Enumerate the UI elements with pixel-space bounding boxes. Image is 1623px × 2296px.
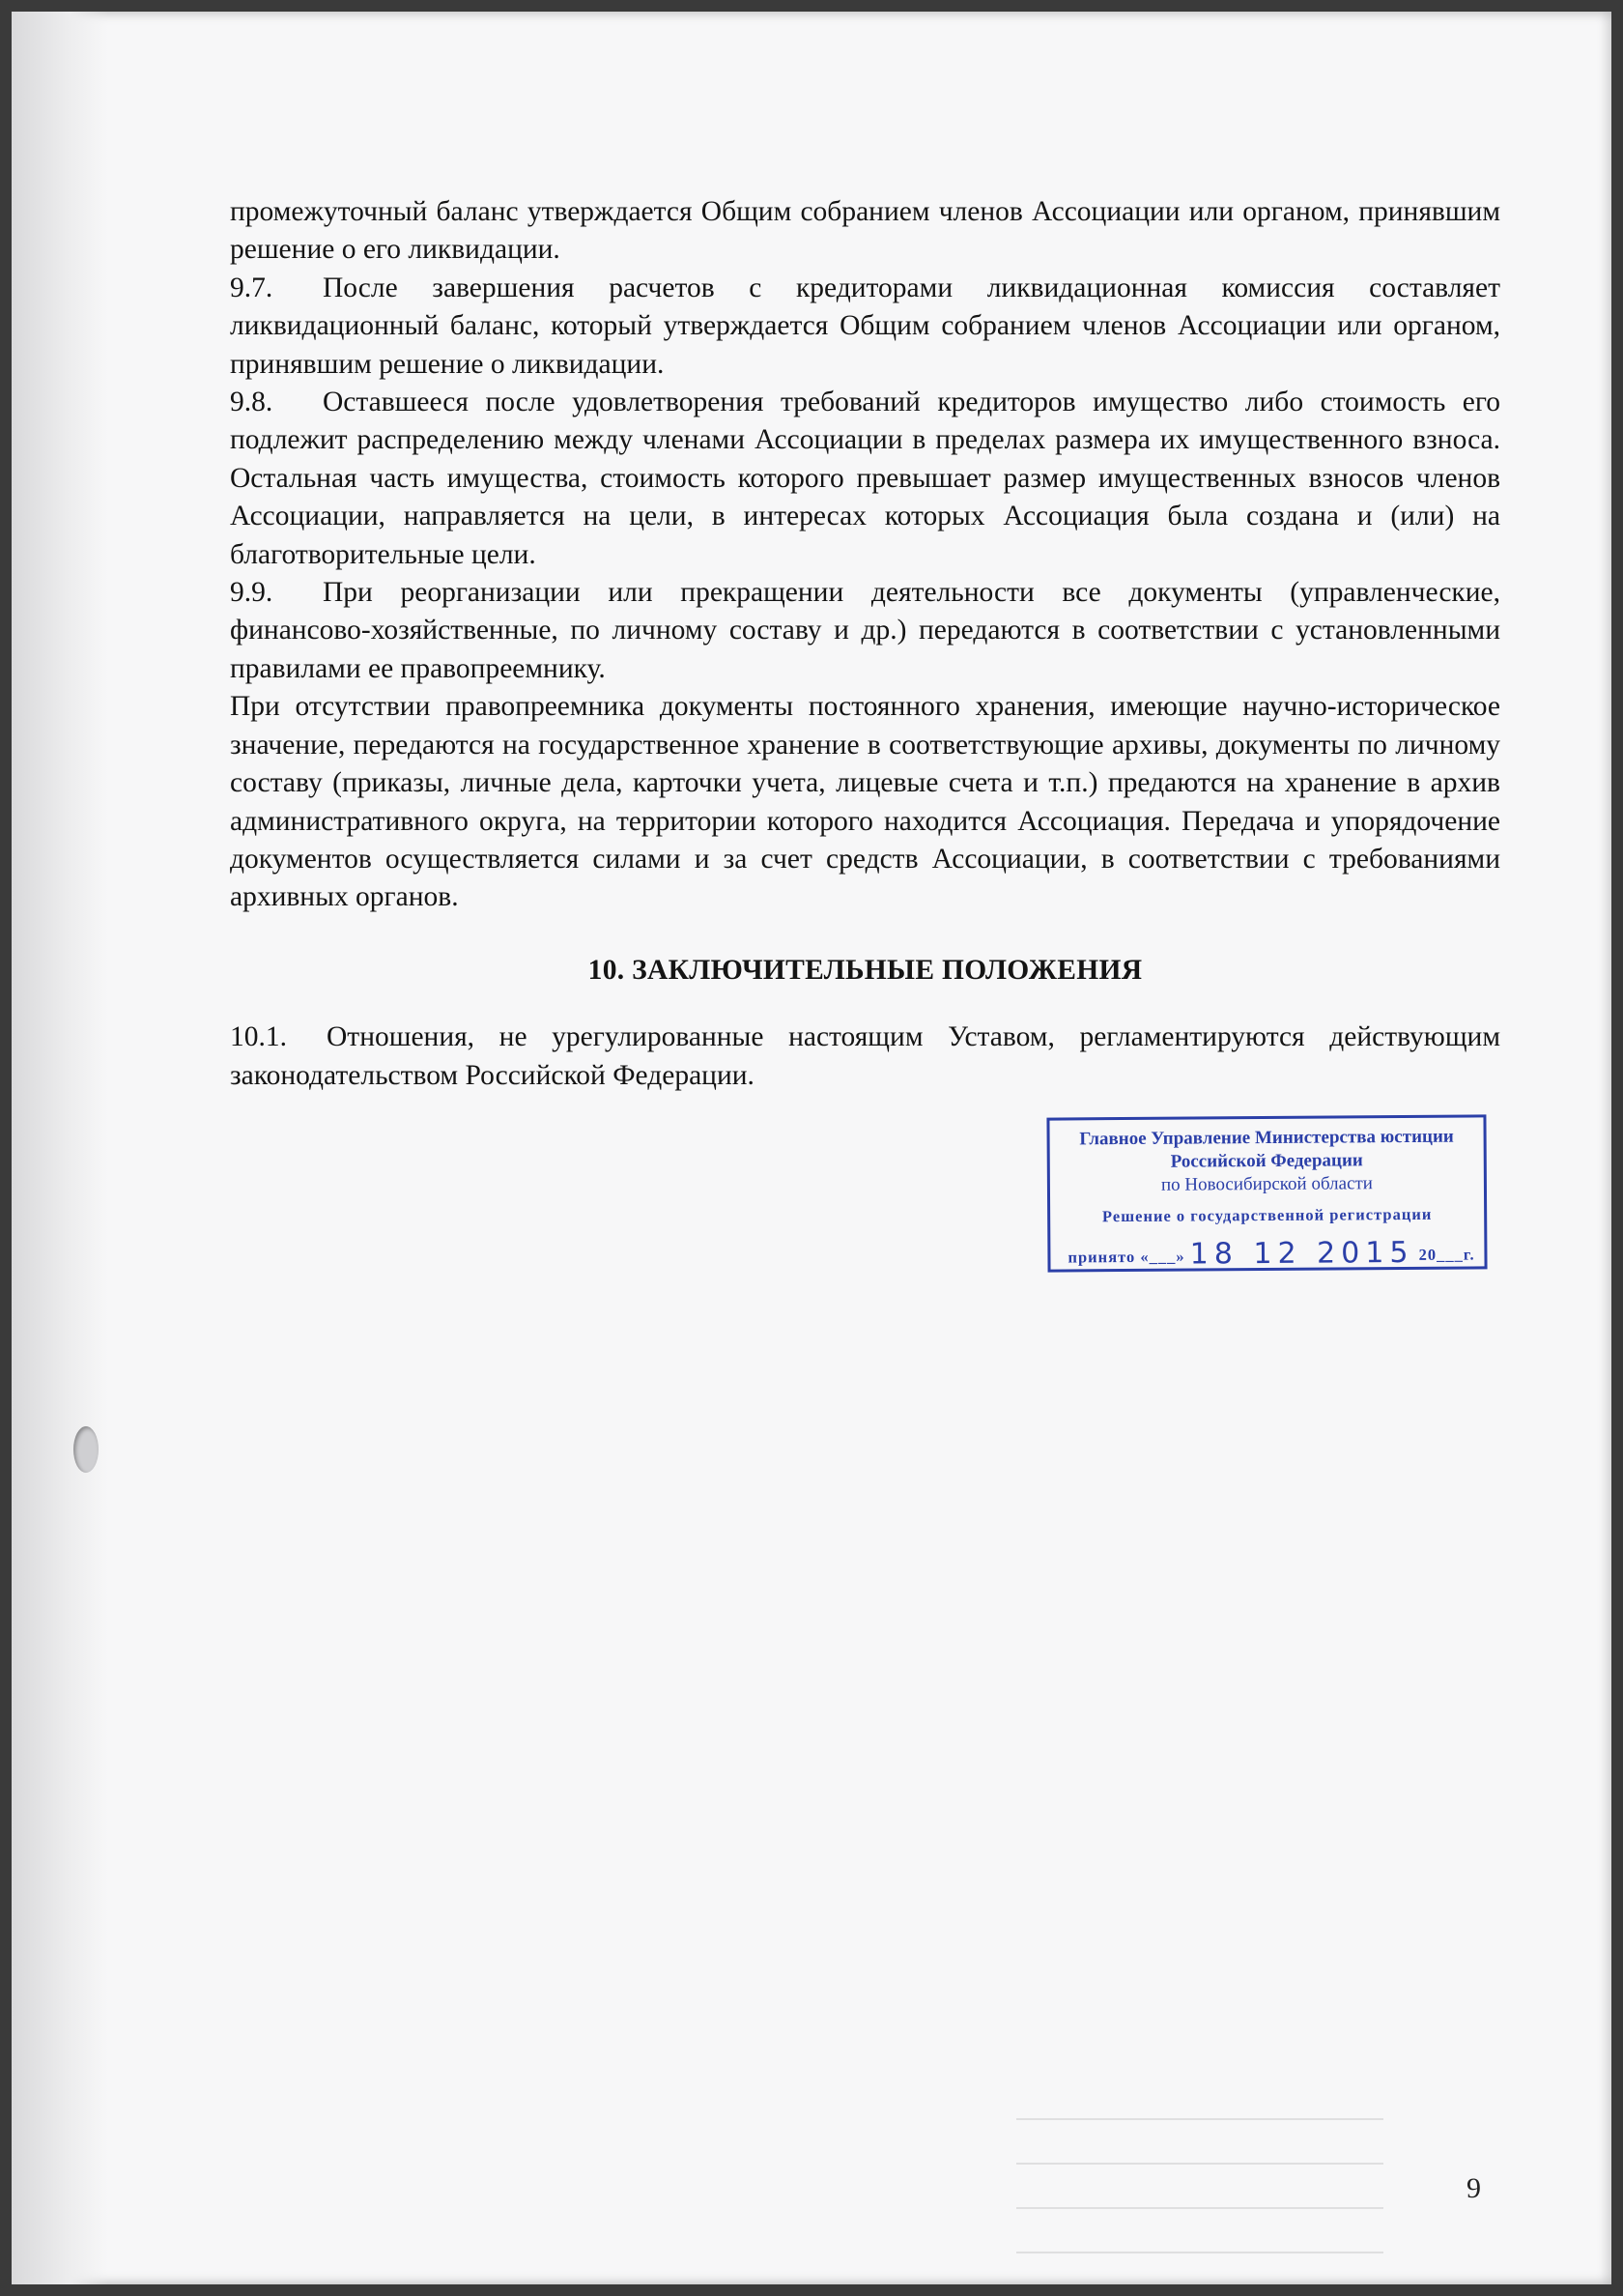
stamp-region: по Новосибирской области	[1160, 1173, 1374, 1195]
scanned-page	[12, 12, 1611, 2284]
document-body	[230, 193, 1500, 1095]
stamp-date: 18 12 2015	[1189, 1235, 1414, 1272]
paragraph-archives: При отсутствии правопреемника документы постоянного хранения, имеющие научно-историческое значение, передаются на государственное хранение в соответствующие архивы, документы по личному составу (приказы, личные дела, карточки учета, лицевые счета и т.п.) предаются на хранение в архив административного округа, на территории которого находится Ассоциация. Передача и упорядочение документов осуществляется силами и за счет средств Ассоциации, в соответствии с требованиями архивных органов.	[230, 691, 1500, 913]
clause-number: 9.7.	[230, 272, 273, 303]
paragraph-9-8: 9.8. Оставшееся после удовлетворения требований кредиторов имущество либо стоимость его подлежит распределению между членами Ассоциации в пределах размера их имущественного взноса. Остальная часть имущества, стоимость которого превышает размер имущественных взносов членов Ассоциации, направляется на цели, в интересах которых Ассоциация была создана и (или) на благотворительные цели.	[230, 384, 1500, 574]
stamp-authority: Главное Управление Министерства юстиции	[1079, 1126, 1454, 1150]
stamp-date-suffix: 20___г.	[1418, 1245, 1475, 1264]
stamp-date-prefix: принято «___»	[1068, 1247, 1185, 1267]
paragraph-10-1: 10.1. Отношения, не урегулированные настоящим Уставом, регламентируются действующим законодательством Российской Федерации.	[230, 1019, 1500, 1095]
clause-number: 9.9.	[230, 577, 273, 609]
bleed-through-stamp	[1016, 2089, 1383, 2282]
binding-shadow	[12, 12, 108, 2284]
section-heading: 10. ЗАКЛЮЧИТЕЛЬНЫЕ ПОЛОЖЕНИЯ	[587, 954, 1143, 986]
stamp-decision: Решение о государственной регистрации	[1101, 1204, 1433, 1226]
clause-number: 9.8.	[230, 387, 273, 418]
paragraph-9-9: 9.9. При реорганизации или прекращении деятельности все документы (управленческие, финансово-хозяйственные, по личному составу и др.) передаются в соответствии с установленными правилами ее правопреемнику.	[230, 574, 1500, 688]
registration-stamp	[1046, 1114, 1487, 1272]
clause-number: 10.1.	[230, 1021, 287, 1053]
stamp-country: Российской Федерации	[1170, 1150, 1363, 1172]
paragraph-9-7: 9.7. После завершения расчетов с кредиторами ликвидационная комиссия составляет ликвидационный баланс, который утверждается Общим собранием членов Ассоциации или органом, принявшим решение о ликвидации.	[230, 270, 1500, 384]
paragraph-9-6-continuation: промежуточный баланс утверждается Общим собранием членов Ассоциации или органом, принявшим решение о его ликвидации.	[230, 196, 1500, 266]
stamp-date-line	[1050, 1233, 1484, 1270]
punch-hole	[73, 1426, 99, 1473]
page-number: 9	[1466, 2172, 1481, 2204]
